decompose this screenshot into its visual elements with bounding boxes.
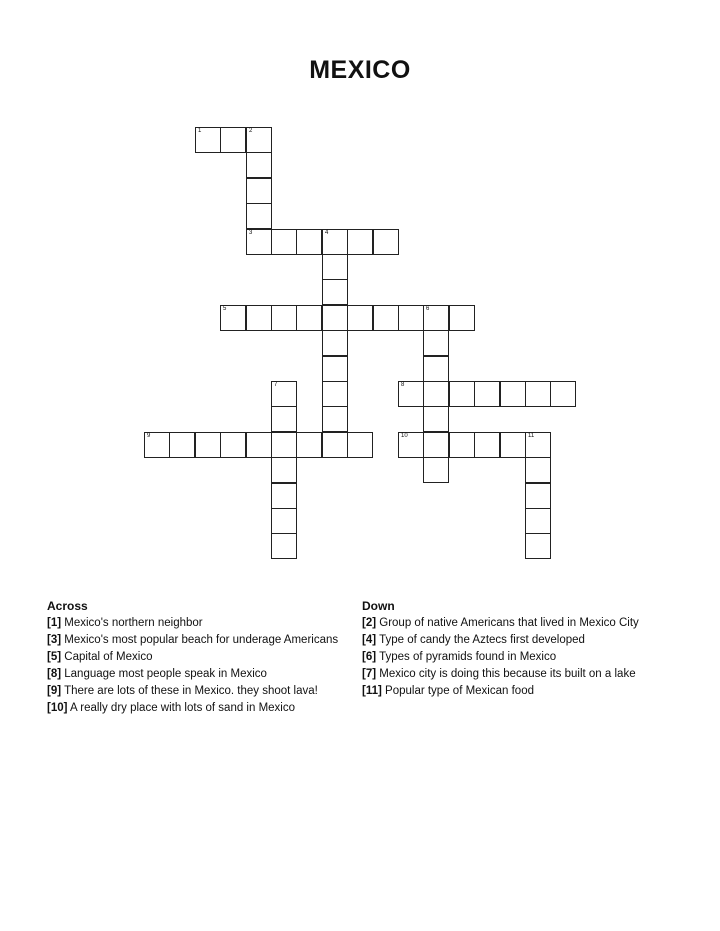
down-clue-4: [4] Type of candy the Aztecs first developed [362,634,585,646]
grid-cell[interactable] [322,254,348,280]
across-clue-9: [9] There are lots of these in Mexico. they shoot lava! [47,685,318,697]
grid-cell[interactable] [322,229,348,255]
grid-cell[interactable] [271,533,297,559]
grid-cell[interactable] [322,356,348,382]
grid-cell[interactable] [347,432,373,458]
grid-cell[interactable] [195,127,221,153]
grid-cell[interactable] [525,457,551,483]
grid-cell[interactable] [347,229,373,255]
grid-cell[interactable] [169,432,195,458]
grid-cell[interactable] [423,356,449,382]
grid-cell[interactable] [296,432,322,458]
grid-cell[interactable] [423,330,449,356]
grid-cell[interactable] [423,381,449,407]
grid-cell[interactable] [398,381,424,407]
grid-cell[interactable] [322,305,348,331]
grid-cell[interactable] [271,305,297,331]
grid-cell[interactable] [322,279,348,305]
grid-cell[interactable] [423,432,449,458]
grid-cell[interactable] [525,508,551,534]
grid-cell[interactable] [525,533,551,559]
grid-cell[interactable] [423,457,449,483]
grid-cell[interactable] [246,127,272,153]
grid-cell[interactable] [322,330,348,356]
grid-cell[interactable] [246,178,272,204]
grid-cell[interactable] [246,432,272,458]
grid-cell[interactable] [347,305,373,331]
clue-number: 2 [249,128,253,134]
grid-cell[interactable] [296,305,322,331]
grid-cell[interactable] [525,432,551,458]
grid-cell[interactable] [271,229,297,255]
across-clue-10: [10] A really dry place with lots of sand in Mexico [47,702,296,714]
puzzle-title: MEXICO [309,56,411,84]
grid-cell[interactable] [398,432,424,458]
down-clue-2: [2] Group of native Americans that lived in Mexico City [362,617,639,629]
grid-cell[interactable] [220,305,246,331]
clue-number: 1 [198,128,202,134]
clue-number: 5 [223,306,227,312]
down-clue-6: [6] Types of pyramids found in Mexico [362,651,557,663]
grid-cell[interactable] [474,381,500,407]
clue-number: 6 [426,306,430,312]
clue-number: 7 [274,382,278,388]
grid-cell[interactable] [144,432,170,458]
across-clue-1: [1] Mexico's northern neighbor [47,617,203,629]
grid-cell[interactable] [398,305,424,331]
grid-cell[interactable] [423,305,449,331]
clue-number: 4 [325,230,329,236]
grid-cell[interactable] [246,203,272,229]
grid-cell[interactable] [322,381,348,407]
grid-cell[interactable] [271,432,297,458]
grid-cell[interactable] [271,457,297,483]
clue-number: 9 [147,433,151,439]
grid-cell[interactable] [474,432,500,458]
grid-cell[interactable] [449,381,475,407]
grid-cell[interactable] [271,508,297,534]
grid-cell[interactable] [500,432,526,458]
across-clue-5: [5] Capital of Mexico [47,651,153,663]
grid-cell[interactable] [195,432,221,458]
grid-cell[interactable] [423,406,449,432]
grid-cell[interactable] [449,305,475,331]
grid-cell[interactable] [246,229,272,255]
grid-cell[interactable] [500,381,526,407]
across-clue-8: [8] Language most people speak in Mexico [47,668,267,680]
across-heading: Across [47,599,88,613]
down-clue-7: [7] Mexico city is doing this because its built on a lake [362,668,636,680]
grid-cell[interactable] [220,127,246,153]
grid-cell[interactable] [220,432,246,458]
grid-cell[interactable] [246,305,272,331]
down-clue-11: [11] Popular type of Mexican food [362,685,534,697]
grid-cell[interactable] [271,483,297,509]
grid-cell[interactable] [373,305,399,331]
clue-number: 10 [401,433,408,439]
grid-cell[interactable] [550,381,576,407]
grid-cell[interactable] [525,483,551,509]
clue-number: 8 [401,382,405,388]
across-clue-3: [3] Mexico's most popular beach for underage Americans [47,634,339,646]
down-heading: Down [362,599,395,613]
grid-cell[interactable] [322,406,348,432]
across-clues [47,598,342,717]
grid-cell[interactable] [322,432,348,458]
grid-cell[interactable] [271,381,297,407]
clue-number: 3 [249,230,253,236]
down-clues [362,598,662,700]
grid-cell[interactable] [296,229,322,255]
grid-cell[interactable] [449,432,475,458]
grid-cell[interactable] [271,406,297,432]
grid-cell[interactable] [525,381,551,407]
grid-cell[interactable] [246,152,272,178]
clue-number: 11 [528,433,535,439]
grid-cell[interactable] [373,229,399,255]
